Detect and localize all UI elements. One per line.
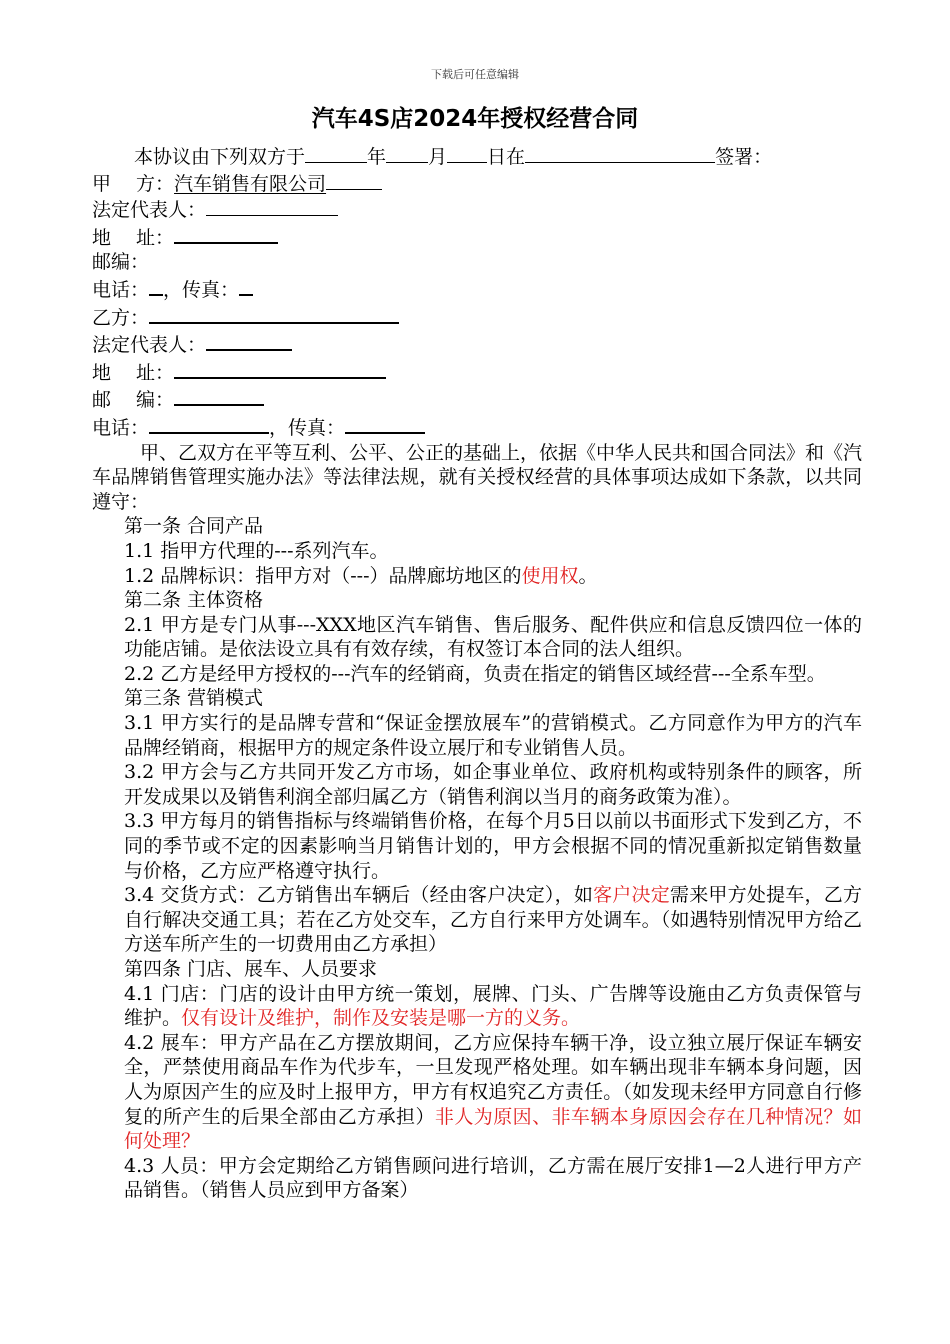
party-b-addr-line: 地 址： [92, 358, 862, 386]
blank-party-b-zip [174, 385, 264, 406]
party-a-rep-line: 法定代表人： [92, 196, 862, 223]
blank-party-b-name [149, 303, 399, 324]
party-a-name-line: 甲 方：汽车销售有限公司 [92, 170, 862, 197]
blank-party-b-fax [345, 413, 425, 434]
article-2-heading: 第二条 主体资格 [124, 589, 264, 612]
page-header: 下载后可任意编辑 [431, 68, 519, 81]
blank-place [525, 143, 715, 163]
party-b-name-line: 乙方： [92, 303, 862, 331]
clause-1-2: 1.2 品牌标识：指甲方对（---）品牌廊坊地区的使用权。 [124, 564, 598, 587]
clause-4-2: 4.2 展车：甲方产品在乙方摆放期间，乙方应保持车辆干净，设立独立展厅保证车辆安全，严禁使用商品车作为代步车，一旦发现严格处理。如车辆出现非车辆本身问题，因人为原因产生的应及时上报甲方，甲方有权追究乙方责任。（如发现未经甲方同意自行修复的所产生的后果全部由乙方承担）非人为原因、非车辆本身原因会存在几种情况？如何处理？ [124, 1031, 862, 1153]
party-a-name: 汽车销售有限公司 [174, 172, 327, 195]
clause-3-2: 3.2 甲方会与乙方共同开发乙方市场，如企事业单位、政府机构或特别条件的顾客，所开发成果以及销售利润全部归属乙方（销售利润以当月的商务政策为准）。 [124, 761, 862, 808]
clause-3-4: 3.4 交货方式：乙方销售出车辆后（经由客户决定），如客户决定需来甲方处提车，乙方自行解决交通工具；若在乙方处交车，乙方自行来甲方处调车。（如遇特别情况甲方给乙方送车所产生的一切费用由乙方承担） [124, 884, 862, 956]
blank-party-a-phone [149, 275, 163, 296]
document-body [92, 143, 862, 1203]
document-title: 汽车4S店2024年授权经营合同 [311, 106, 639, 132]
blank-party-a-rep [206, 196, 338, 216]
clause-3-3: 3.3 甲方每月的销售指标与终端销售价格，在每个月5日以前以书面形式下发到乙方，不同的季节或不定的因素影响当月销售计划的，甲方会根据不同的情况重新拟定销售数量与价格，乙方应严格遵守执行。 [124, 810, 862, 882]
party-a-addr-line: 地 址： [92, 223, 862, 251]
intro-paragraph: 甲、乙双方在平等互利、公平、公正的基础上，依据《中华人民共和国合同法》和《汽车品牌销售管理实施办法》等法律法规，就有关授权经营的具体事项达成如下条款，以共同遵守： [92, 441, 863, 513]
blank-year [305, 143, 367, 163]
party-a-zip-line: 邮编： [92, 251, 150, 274]
highlight-note: 使用权 [521, 564, 579, 587]
party-b-phone-line: 电话： ，传真： [92, 413, 862, 441]
article-3-heading: 第三条 营销模式 [124, 687, 264, 710]
clause-2-1: 2.1 甲方是专门从事---XXX地区汽车销售、售后服务、配件供应和信息反馈四位一体的功能店铺。是依法设立具有有效存续，有权签订本合同的法人组织。 [124, 613, 862, 661]
article-4-heading: 第四条 门店、展车、人员要求 [124, 958, 378, 980]
blank-month [386, 143, 428, 163]
party-b-rep-line: 法定代表人： [92, 330, 862, 358]
article-1-heading: 第一条 合同产品 [124, 515, 264, 538]
blank-party-a-fax [239, 275, 253, 296]
highlight-note: 非人为原因、非车辆本身原因会存在几种情况？如何处理？ [124, 1105, 862, 1153]
blank-party-b-phone [149, 413, 269, 434]
blank-party-b-rep [206, 330, 292, 351]
clause-1-1: 1.1 指甲方代理的---系列汽车。 [124, 539, 389, 562]
highlight-note: 仅有设计及维护，制作及安装是哪一方的义务。 [181, 1007, 581, 1030]
party-a-phone-line: 电话： ，传真： [92, 275, 862, 303]
blank-day [447, 143, 487, 163]
blank-party-a-name [326, 170, 382, 190]
clause-2-2: 2.2 乙方是经甲方授权的---汽车的经销商，负责在指定的销售区域经营---全系车型。 [124, 662, 826, 685]
clause-4-3: 4.3 人员：甲方会定期给乙方销售顾问进行培训，乙方需在展厅安排1—2人进行甲方产品销售。（销售人员应到甲方备案） [124, 1154, 862, 1202]
clause-4-1: 4.1 门店：门店的设计由甲方统一策划，展牌、门头、广告牌等设施由乙方负责保管与维护。仅有设计及维护，制作及安装是哪一方的义务。 [124, 982, 862, 1030]
blank-party-b-addr [174, 358, 386, 379]
highlight-note: 客户决定 [593, 884, 670, 907]
clause-3-1: 3.1 甲方实行的是品牌专营和“保证金摆放展车”的营销模式。乙方同意作为甲方的汽车品牌经销商，根据甲方的规定条件设立展厅和专业销售人员。 [124, 712, 862, 759]
blank-party-a-addr [174, 223, 278, 244]
preamble-line: 本协议由下列双方于 年 月 日在 签署： [92, 143, 862, 170]
party-b-zip-line: 邮 编： [92, 385, 862, 413]
